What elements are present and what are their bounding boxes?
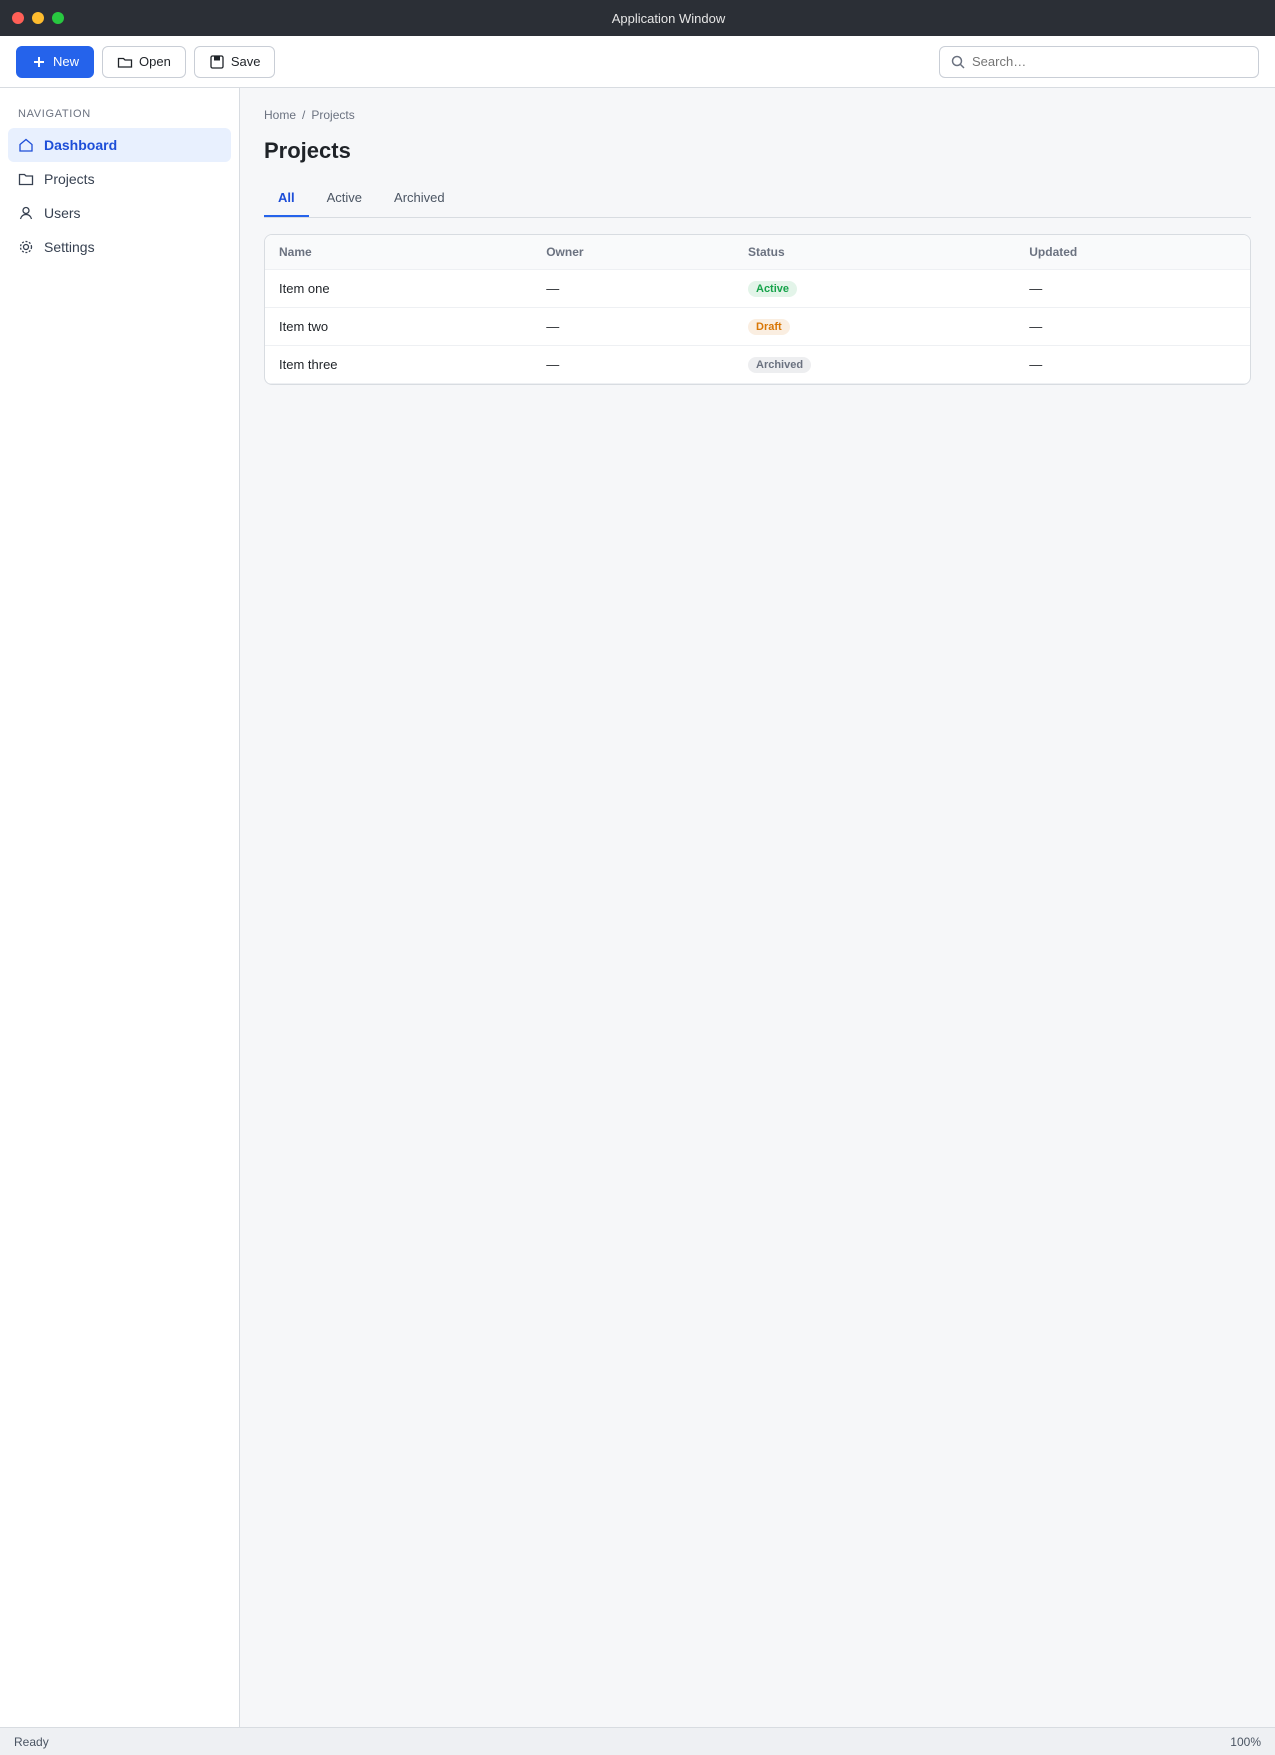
save-button[interactable] xyxy=(194,46,276,78)
breadcrumb xyxy=(264,108,1251,122)
content-area xyxy=(0,88,1275,1727)
window-title: Application Window xyxy=(611,10,726,26)
sidebar xyxy=(0,88,240,1727)
sidebar-heading: NAVIGATION xyxy=(18,108,91,120)
table-header-row xyxy=(265,235,1250,270)
table-cell: — xyxy=(1015,308,1250,346)
gear-icon xyxy=(18,239,34,255)
tab-active[interactable]: Active xyxy=(326,190,363,205)
title-bar xyxy=(0,0,1275,36)
open-button[interactable] xyxy=(102,46,186,78)
sidebar-item-label: Projects xyxy=(44,171,95,187)
sidebar-item-label: Dashboard xyxy=(44,137,118,153)
table-cell: — xyxy=(532,308,734,346)
table-cell: — xyxy=(1015,346,1250,384)
table-cell: — xyxy=(532,270,734,308)
column-header[interactable]: Owner xyxy=(532,235,734,270)
toolbar xyxy=(0,36,1275,88)
breadcrumb-item: Projects xyxy=(311,108,355,122)
status-badge: Active xyxy=(748,281,797,297)
tab-archived[interactable]: Archived xyxy=(394,190,445,205)
search-input[interactable] xyxy=(972,54,1248,69)
table-cell: Item one xyxy=(265,270,532,308)
data-table xyxy=(264,234,1251,385)
save-button-label: Save xyxy=(230,54,261,69)
table-cell xyxy=(734,308,1015,346)
tab-bar xyxy=(264,180,1251,218)
column-header[interactable]: Status xyxy=(734,235,1015,270)
sidebar-item-dashboard[interactable] xyxy=(8,128,231,162)
table-cell: — xyxy=(532,346,734,384)
minimize-window-button[interactable] xyxy=(32,12,44,24)
folder-icon xyxy=(18,171,34,187)
table-cell xyxy=(734,270,1015,308)
status-badge: Archived xyxy=(748,357,811,373)
status-bar xyxy=(0,1727,1275,1755)
page-title: Projects xyxy=(264,138,351,163)
user-icon xyxy=(18,205,34,221)
sidebar-item-label: Users xyxy=(44,205,81,221)
open-button-label: Open xyxy=(139,54,171,69)
table-cell: Item two xyxy=(265,308,532,346)
sidebar-item-projects[interactable] xyxy=(8,162,231,196)
breadcrumb-separator: / xyxy=(302,108,306,122)
close-window-button[interactable] xyxy=(12,12,24,24)
window-controls xyxy=(12,12,64,24)
save-icon xyxy=(209,54,225,70)
column-header[interactable]: Name xyxy=(265,235,532,270)
status-text: Ready xyxy=(14,1734,49,1749)
table-cell xyxy=(734,346,1015,384)
new-button-label: New xyxy=(53,54,80,69)
table-row[interactable] xyxy=(265,308,1250,346)
table-cell: — xyxy=(1015,270,1250,308)
column-header[interactable]: Updated xyxy=(1015,235,1250,270)
search-icon xyxy=(950,54,966,70)
status-badge: Draft xyxy=(748,319,790,335)
tab-all[interactable]: All xyxy=(264,180,309,217)
sidebar-item-settings[interactable] xyxy=(8,230,231,264)
maximize-window-button[interactable] xyxy=(52,12,64,24)
home-icon xyxy=(18,137,34,153)
search-box[interactable] xyxy=(939,46,1259,78)
table-cell: Item three xyxy=(265,346,532,384)
breadcrumb-item[interactable]: Home xyxy=(264,108,297,122)
table-row[interactable] xyxy=(265,346,1250,384)
new-button[interactable] xyxy=(16,46,94,78)
main-panel xyxy=(240,88,1275,1727)
folder-open-icon xyxy=(117,54,133,70)
sidebar-item-label: Settings xyxy=(44,239,95,255)
zoom-level[interactable]: 100% xyxy=(1230,1734,1261,1749)
table-row[interactable] xyxy=(265,270,1250,308)
sidebar-item-users[interactable] xyxy=(8,196,231,230)
plus-icon xyxy=(31,54,47,70)
